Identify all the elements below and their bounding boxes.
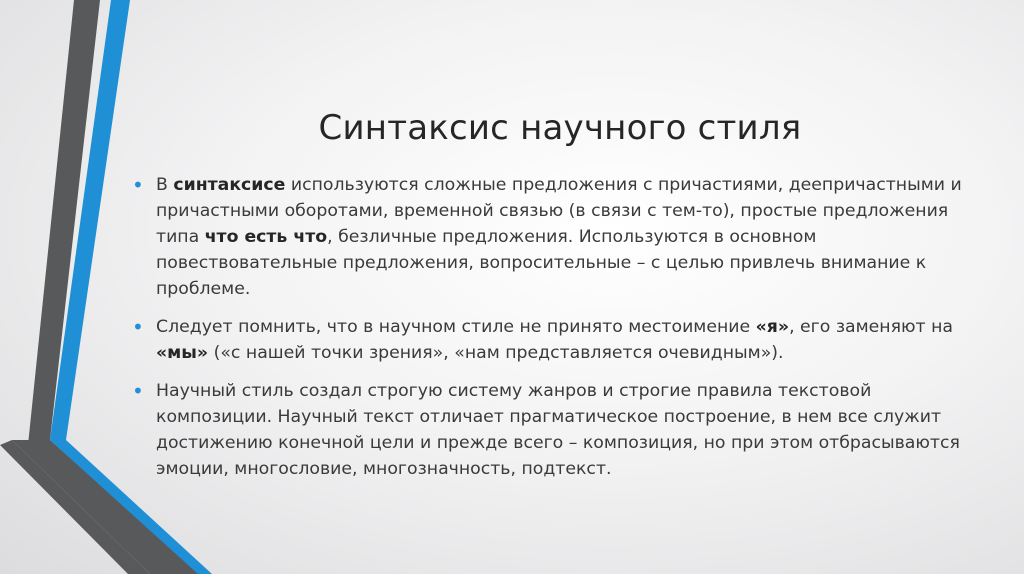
bullet-bold: «мы» — [156, 343, 209, 363]
slide-title: Синтаксис научного стиля — [318, 108, 802, 148]
bullet-text: , его заменяют на — [789, 317, 953, 337]
bullet-item-pronoun — [132, 314, 972, 366]
bullet-dot-icon: • — [132, 173, 144, 197]
bullet-text: , безличные предложения. Используются в основном повествовательные предложения, вопросительные – с целью привлечь внимание к проблеме. — [156, 227, 927, 299]
bullet-item-genres — [132, 378, 972, 482]
bullet-text: Научный стиль создал строгую систему жанров и строгие правила текстовой композиции. Научный текст отличает прагматическое построение, в нем все служит достижению конечной цели и прежде всего – композиция, но при этом отбрасываются эмоции, многословие, многозначность, подтекст. — [156, 381, 960, 479]
bullet-text: Следует помнить, что в научном стиле не принято местоимение — [156, 317, 756, 337]
bullet-bold: что есть что — [204, 227, 328, 247]
bullet-bold: синтаксисе — [173, 175, 286, 195]
bullet-text: используются сложные предложения с причастиями, деепричастными и причастными оборотами, временной связью (в связи с тем-то), простые предложения типа — [156, 175, 962, 247]
bullet-list — [132, 172, 972, 494]
bullet-dot-icon: • — [132, 379, 144, 403]
bullet-bold: «я» — [755, 317, 790, 337]
bullet-dot-icon: • — [132, 315, 144, 339]
bullet-text: («с нашей точки зрения», «нам представляется очевидным»). — [208, 343, 784, 363]
bullet-text: В — [156, 175, 174, 195]
bullet-item-syntax — [132, 172, 972, 302]
